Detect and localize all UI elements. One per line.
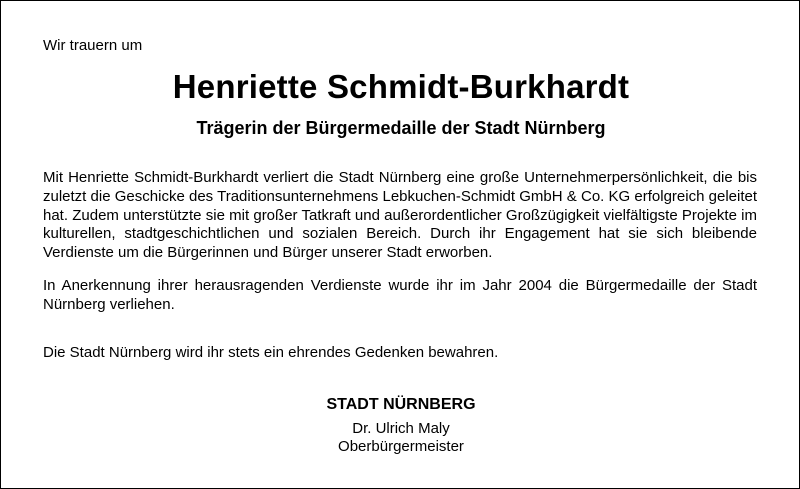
honor-subtitle: Trägerin der Bürgermedaille der Stadt Nürnberg [196, 118, 606, 138]
signature-organization: STADT NÜRNBERG [326, 396, 476, 413]
paragraph-remembrance: Die Stadt Nürnberg wird ihr stets ein ehrendes Gedenken bewahren. [43, 344, 499, 361]
signature-person: Dr. Ulrich Maly [352, 420, 450, 437]
intro-text: Wir trauern um [43, 37, 143, 54]
paragraph-tribute: Mit Henriette Schmidt-Burkhardt verliert die Stadt Nürnberg eine große Unternehmerpersönlichkeit, die bis zuletzt die Geschicke des Traditionsunternehmens Lebkuchen-Schmidt GmbH & Co. KG erfolgreich geleitet hat. Zudem unterstützte sie mit großer Tatkraft und außerordentlicher Großzügigkeit vielfältigste Projekte im kulturellen, stadtgeschichtlichen und sozialen Bereich. Durch ihr Engagement hat sie sich bleibende Verdienste um die Bürgerinnen und Bürger unserer Stadt erworben. [43, 169, 757, 261]
paragraph-award: In Anerkennung ihrer herausragenden Verdienste wurde ihr im Jahr 2004 die Bürgermedaille der Stadt Nürnberg verliehen. [43, 277, 757, 313]
signature-role: Oberbürgermeister [338, 438, 464, 455]
deceased-name: Henriette Schmidt-Burkhardt [172, 68, 630, 105]
